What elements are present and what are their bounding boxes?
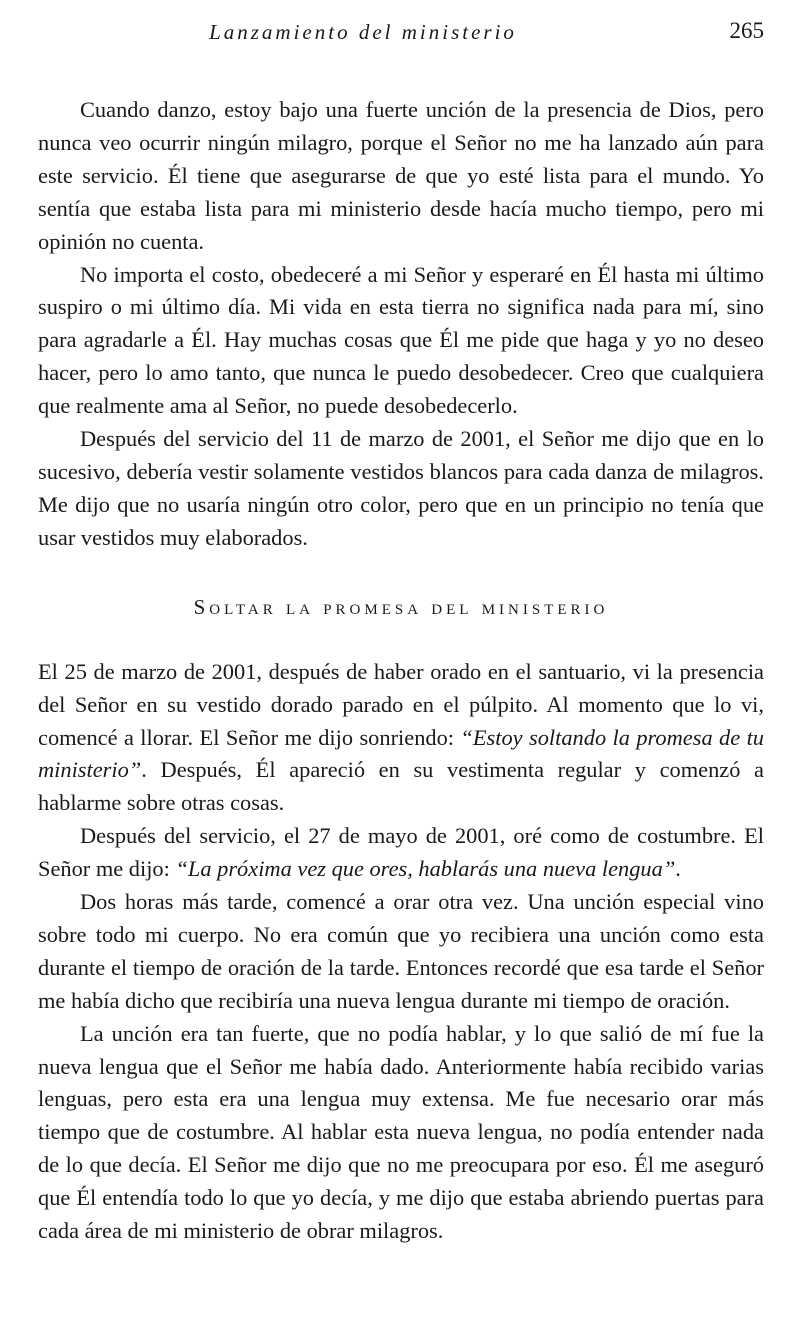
page-body <box>38 94 764 1248</box>
paragraph-7: La unción era tan fuerte, que no podía hablar, y lo que salió de mí fue la nueva lengua que el Señor me había dado. Anteriormente había recibido varias lenguas, pero esta era una lengua muy extensa. Me fue necesario orar más tiempo que de costumbre. Al hablar esta nueva lengua, no podía entender nada de lo que decía. El Señor me dijo que no me preocupara por eso. Él me aseguró que Él entendía todo lo que yo decía, y me dijo que estaba abriendo puertas para cada área de mi ministerio de obrar milagros. <box>38 1020 764 1244</box>
section-heading: Soltar la promesa del ministerio <box>193 594 609 619</box>
paragraph-5-text-end: . <box>675 856 681 882</box>
paragraph-5-quote: “La próxima vez que ores, hablarás una nueva lengua” <box>175 856 676 882</box>
paragraph-6: Dos horas más tarde, comencé a orar otra vez. Una unción especial vino sobre todo mi cuerpo. No era común que yo recibiera una unción como esta durante el tiempo de oración de la tarde. Entonces recordé que esa tarde el Señor me había dicho que recibiría una nueva lengua durante mi tiempo de oración. <box>38 889 764 1013</box>
paragraph-3: Después del servicio del 11 de marzo de 2001, el Señor me dijo que en lo sucesivo, debería vestir solamente vestidos blancos para cada danza de milagros. Me dijo que no usaría ningún otro color, pero que en un principio no tenía que usar vestidos muy elaborados. <box>38 426 764 550</box>
paragraph-4-text-end: . Después, Él apareció en su vestimenta regular y comenzó a hablarme sobre otras cosas. <box>38 757 764 816</box>
paragraph-4 <box>38 656 764 821</box>
running-head <box>38 16 764 50</box>
paragraph-4-text: El 25 de marzo de 2001, después de haber orado en el santuario, vi la presencia del Señor en su vestido dorado parado en el púlpito. Al momento que lo vi, comencé a llorar. El Señor me dijo sonriendo: <box>38 658 764 750</box>
paragraph-1: Cuando danzo, estoy bajo una fuerte unción de la presencia de Dios, pero nunca veo ocurrir ningún milagro, porque el Señor no me ha lanzado aún para este servicio. Él tiene que asegurarse de que yo esté lista para el mundo. Yo sentía que estaba lista para mi ministerio desde hacía mucho tiempo, pero mi opinión no cuenta. <box>38 97 764 254</box>
running-title: Lanzamiento del ministerio <box>209 20 517 44</box>
paragraph-2: No importa el costo, obedeceré a mi Señor y esperaré en Él hasta mi último suspiro o mi último día. Mi vida en esta tierra no significa nada para mí, sino para agradarle a Él. Hay muchas cosas que Él me pide que haga y yo no deseo hacer, pero lo amo tanto, que nunca le puedo desobedecer. Creo que cualquiera que realmente ama al Señor, no puede desobedecerlo. <box>38 261 764 419</box>
page-number: 265 <box>729 18 764 43</box>
paragraph-5-text: Después del servicio, el 27 de mayo de 2001, oré como de costumbre. El Señor me dijo: <box>38 823 764 882</box>
paragraph-4-quote: “Estoy soltando la promesa de tu ministerio” <box>38 724 764 783</box>
paragraph-5 <box>38 820 764 886</box>
